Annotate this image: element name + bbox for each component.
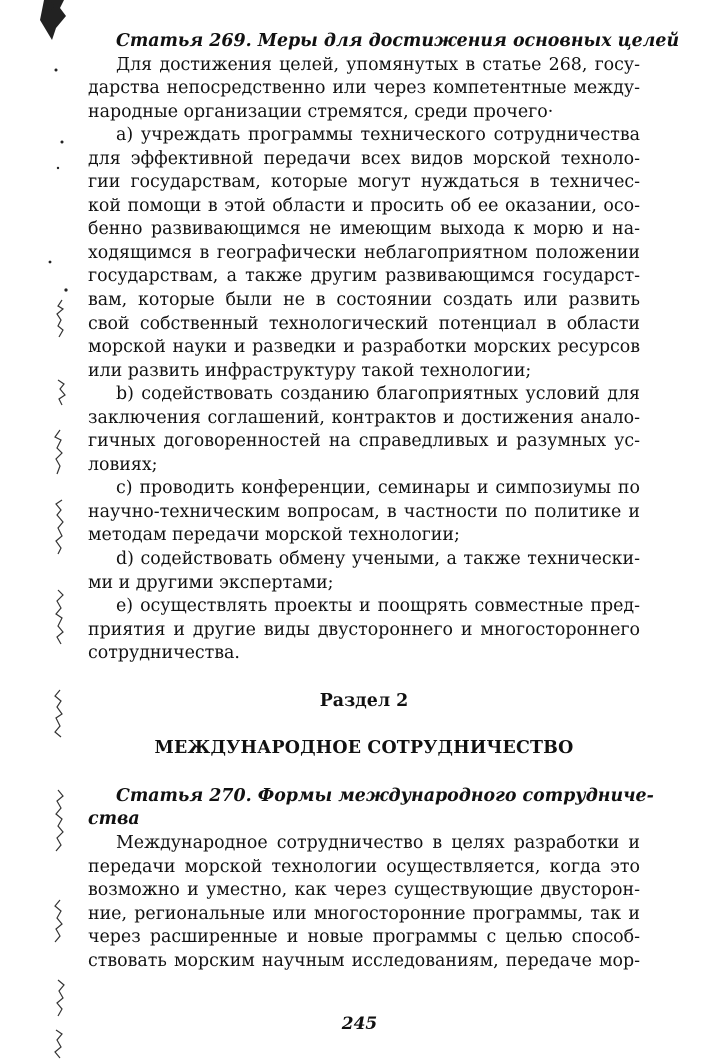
item-a-line: ходящимся в географически неблагоприятном положении <box>88 242 640 263</box>
item-a-line: морской науки и разведки и разработки морских ресурсов <box>88 337 640 358</box>
article-270-title-cont: ства <box>88 809 140 830</box>
page-number: 245 <box>341 1014 378 1034</box>
item-e-line: приятия и другие виды двустороннего и многостороннего <box>88 619 640 640</box>
article-270-body-line: Международное сотрудничество в целях разработки и <box>116 832 640 853</box>
scan-edge-artifacts <box>0 0 80 1064</box>
section-heading: МЕЖДУНАРОДНОЕ СОТРУДНИЧЕСТВО <box>154 738 574 759</box>
article-270-body-line: возможно и уместно, как через существующие двусторон- <box>88 880 640 901</box>
item-b-line: гичных договоренностей на справедливых и разумных ус- <box>88 431 640 452</box>
section-label: Раздел 2 <box>319 690 409 711</box>
item-e-line: e) осуществлять проекты и поощрять совместные пред- <box>116 596 640 617</box>
item-e-line: сотрудничества. <box>88 643 240 664</box>
item-a-line: государствам, а также другим развивающимся государст- <box>88 266 640 287</box>
item-b-line: ловиях; <box>88 454 158 475</box>
item-a-line: или развить инфраструктуру такой технологии; <box>88 360 532 381</box>
item-c-line: методам передачи морской технологии; <box>88 525 460 546</box>
item-a-line: a) учреждать программы технического сотрудничества <box>116 125 640 146</box>
document-page <box>88 30 680 973</box>
article-270-body-line: ние, региональные или многосторонние программы, так и <box>88 903 640 924</box>
item-a-line: вам, которые были не в состоянии создать или развить <box>88 290 640 311</box>
item-a-line: кой помощи в этой области и просить об ее оказании, осо- <box>88 195 640 216</box>
article-270-body-line: передачи морской технологии осуществляется, когда это <box>88 856 640 877</box>
article-269-title: Статья 269. Меры для достижения основных целей <box>116 31 680 51</box>
item-d-line: d) содействовать обмену учеными, а также технически- <box>116 549 640 570</box>
article-270-body-line: ствовать морским научным исследованиям, передаче мор- <box>88 950 640 971</box>
article-269-intro-line: дарства непосредственно или через компетентные между- <box>88 78 640 99</box>
item-a-line: гии государствам, которые могут нуждаться в техничес- <box>88 172 640 193</box>
article-269-intro-line: Для достижения целей, упомянутых в статье 268, госу- <box>116 54 640 75</box>
item-c-line: научно-техническим вопросам, в частности по политике и <box>88 501 640 522</box>
article-270-body-line: через расширенные и новые программы с целью способ- <box>88 927 640 948</box>
item-b-line: b) содействовать созданию благоприятных условий для <box>116 384 640 405</box>
item-a-line: свой собственный технологический потенциал в области <box>88 313 640 334</box>
item-d-line: ми и другими экспертами; <box>88 572 334 593</box>
article-270-title: Статья 270. Формы международного сотрудниче- <box>116 785 654 806</box>
article-269-intro-line: народные организации стремятся, среди прочего· <box>88 101 554 122</box>
item-b-line: заключения соглашений, контрактов и достижения анало- <box>88 407 640 428</box>
item-a-line: бенно развивающимся не имеющим выхода к морю и на- <box>88 219 640 240</box>
item-a-line: для эффективной передачи всех видов морской техноло- <box>88 148 640 169</box>
item-c-line: c) проводить конференции, семинары и симпозиумы по <box>116 478 640 499</box>
